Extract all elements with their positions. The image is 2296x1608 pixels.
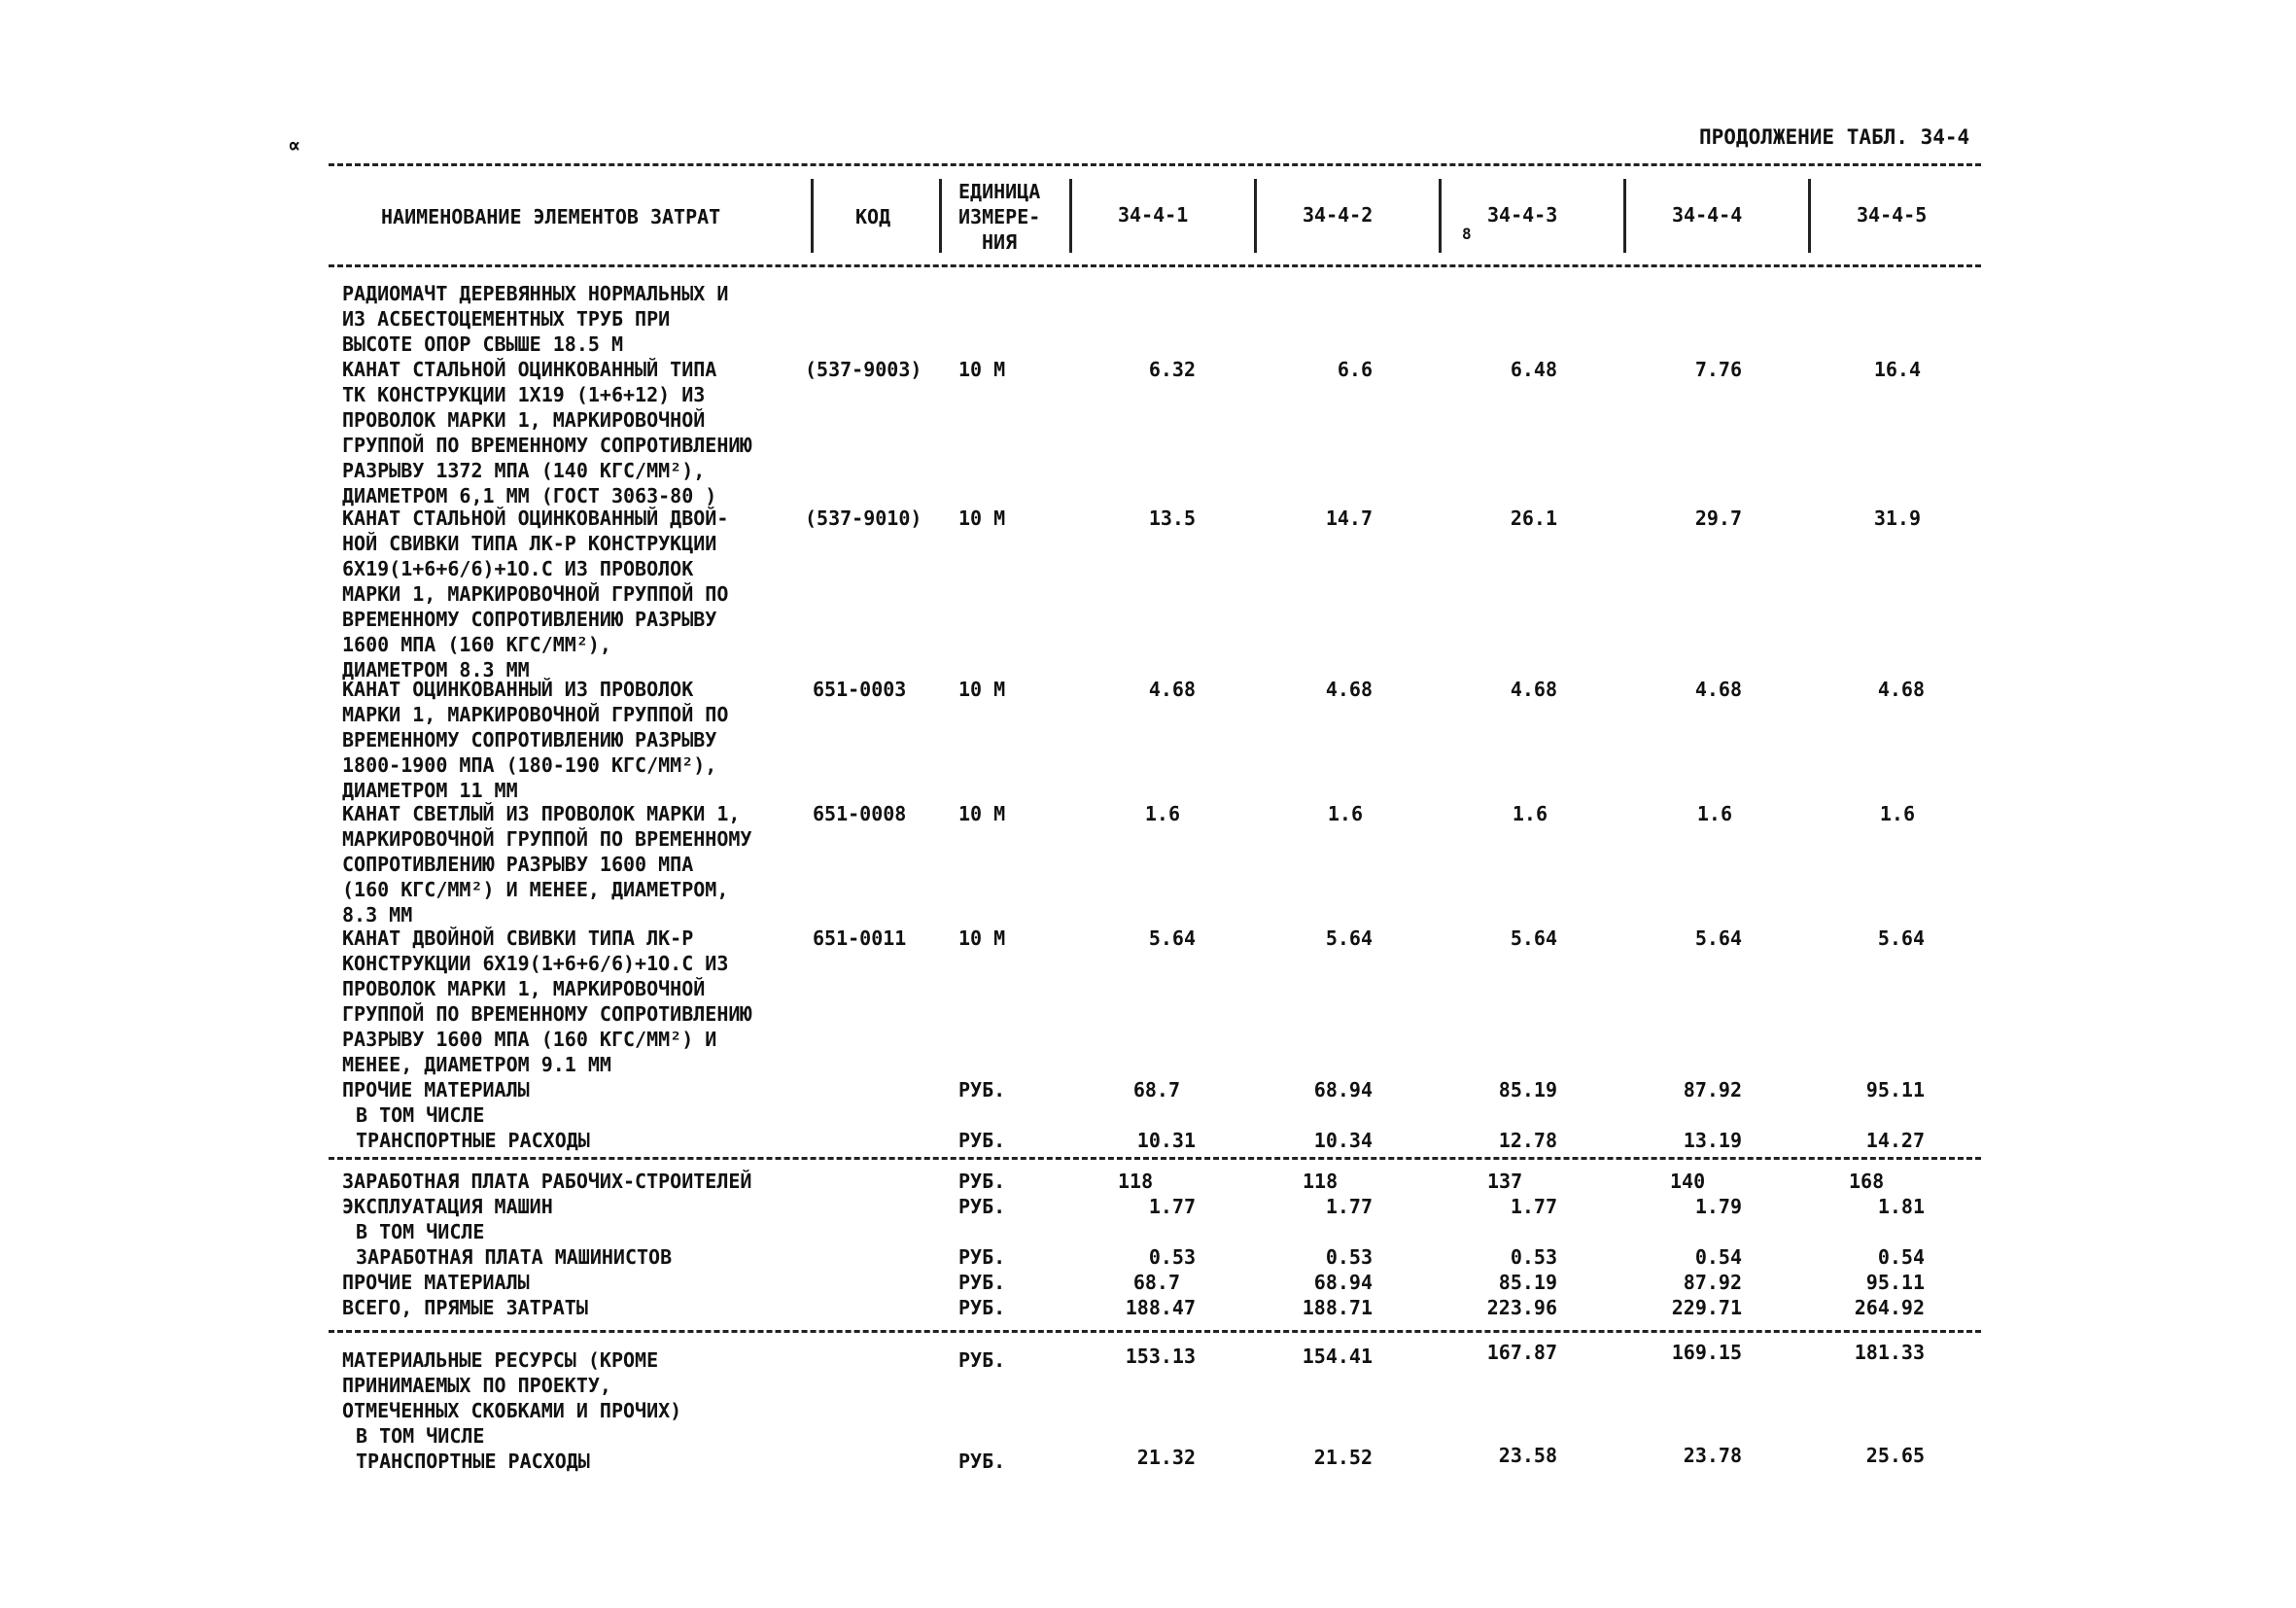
row-name: ЗАРАБОТНАЯ ПЛАТА РАБОЧИХ-СТРОИТЕЛЕЙ — [342, 1170, 752, 1193]
value-34-4-3: 0.53 — [1510, 1245, 1557, 1269]
including-label: В ТОМ ЧИСЛЕ — [356, 1220, 485, 1243]
row-unit: РУБ. — [958, 1271, 1006, 1294]
row-unit: РУБ. — [958, 1450, 1006, 1473]
row-unit: 10 М — [958, 358, 1006, 381]
header-col-5: 34-4-5 — [1857, 203, 1928, 227]
row-name: ЭКСПЛУАТАЦИЯ МАШИН — [342, 1195, 553, 1218]
continuation-label: ПРОДОЛЖЕНИЕ ТАБЛ. 34-4 — [1699, 125, 1970, 149]
value-34-4-5: 16.4 — [1873, 358, 1921, 381]
section-rule — [329, 1330, 1981, 1333]
value-34-4-4: 229.71 — [1671, 1296, 1742, 1319]
value-34-4-5: 1.81 — [1877, 1195, 1925, 1218]
row-name: ПРОЧИЕ МАТЕРИАЛЫ — [342, 1078, 530, 1101]
header-top-rule — [329, 163, 1981, 166]
value-34-4-4: 1.79 — [1694, 1195, 1742, 1218]
header-unit-1: ЕДИНИЦА — [958, 180, 1041, 203]
value-34-4-2: 1.77 — [1325, 1195, 1373, 1218]
value-34-4-1: 153.13 — [1125, 1345, 1196, 1368]
value-34-4-5: 95.11 — [1865, 1078, 1925, 1101]
row-name: ЗАРАБОТНАЯ ПЛАТА МАШИНИСТОВ — [356, 1245, 673, 1269]
value-34-4-1: 13.5 — [1148, 507, 1196, 530]
value-34-4-4: 4.68 — [1694, 678, 1742, 701]
value-34-4-2: 6.6 — [1337, 358, 1373, 381]
row-name-line: (160 КГС/ММ²) И МЕНЕЕ, ДИАМЕТРОМ, — [342, 878, 729, 901]
header-bottom-rule — [329, 264, 1981, 267]
row-name-line: ПРОВОЛОК МАРКИ 1, МАРКИРОВОЧНОЙ — [342, 408, 706, 432]
header-separator — [1439, 179, 1442, 253]
value-34-4-3: 5.64 — [1510, 926, 1557, 950]
header-col-3: 34-4-3 — [1487, 203, 1558, 227]
row-name: ТРАНСПОРТНЫЕ РАСХОДЫ — [356, 1129, 590, 1152]
row-name-line: РАЗРЫВУ 1372 МПА (140 КГС/ММ²), — [342, 459, 706, 482]
row-name-line: 1600 МПА (160 КГС/ММ²), — [342, 633, 611, 656]
row-name-line: ГРУППОЙ ПО ВРЕМЕННОМУ СОПРОТИВЛЕНИЮ — [342, 434, 752, 457]
row-name-line: КАНАТ ДВОЙНОЙ СВИВКИ ТИПА ЛК-Р — [342, 926, 694, 950]
section-intro-line: РАДИОМАЧТ ДЕРЕВЯННЫХ НОРМАЛЬНЫХ И — [342, 282, 729, 305]
row-name-line: СОПРОТИВЛЕНИЮ РАЗРЫВУ 1600 МПА — [342, 853, 694, 876]
value-34-4-4: 5.64 — [1694, 926, 1742, 950]
row-unit: 10 М — [958, 802, 1006, 825]
value-34-4-2: 68.94 — [1313, 1078, 1373, 1101]
value-34-4-3: 85.19 — [1498, 1078, 1557, 1101]
value-34-4-5: 264.92 — [1854, 1296, 1925, 1319]
value-34-4-1: 21.32 — [1136, 1446, 1196, 1469]
value-34-4-1: 6.32 — [1148, 358, 1196, 381]
row-name-line: 1800-1900 МПА (180-190 КГС/ММ²), — [342, 753, 717, 777]
including-label: В ТОМ ЧИСЛЕ — [356, 1103, 485, 1127]
including-label: В ТОМ ЧИСЛЕ — [356, 1424, 485, 1448]
value-34-4-2: 68.94 — [1313, 1271, 1373, 1294]
header-code: КОД — [855, 205, 891, 228]
value-34-4-5: 168 — [1849, 1170, 1885, 1193]
value-34-4-1: 118 — [1118, 1170, 1154, 1193]
value-34-4-4: 169.15 — [1671, 1341, 1742, 1364]
value-34-4-3: 12.78 — [1498, 1129, 1557, 1152]
page-mark: ∝ — [288, 134, 301, 158]
row-name: ВСЕГО, ПРЯМЫЕ ЗАТРАТЫ — [342, 1296, 588, 1319]
row-name-line: КОНСТРУКЦИИ 6Х19(1+6+6/6)+1О.С ИЗ — [342, 952, 729, 975]
row-name-line: МАРКИРОВОЧНОЙ ГРУППОЙ ПО ВРЕМЕННОМУ — [342, 827, 752, 851]
header-separator — [939, 179, 942, 253]
value-34-4-3: 23.58 — [1498, 1444, 1557, 1467]
row-name-line: ОТМЕЧЕННЫХ СКОБКАМИ И ПРОЧИХ) — [342, 1399, 682, 1422]
value-34-4-3: 85.19 — [1498, 1271, 1557, 1294]
value-34-4-5: 5.64 — [1877, 926, 1925, 950]
value-34-4-3: 4.68 — [1510, 678, 1557, 701]
row-unit: РУБ. — [958, 1296, 1006, 1319]
header-col-2: 34-4-2 — [1303, 203, 1374, 227]
section-intro-line: ИЗ АСБЕСТОЦЕМЕНТНЫХ ТРУБ ПРИ — [342, 307, 671, 331]
row-name-line: МАТЕРИАЛЬНЫЕ РЕСУРСЫ (КРОМЕ — [342, 1348, 659, 1372]
row-unit: 10 М — [958, 678, 1006, 701]
value-34-4-3: 137 — [1487, 1170, 1523, 1193]
header-separator — [1069, 179, 1072, 253]
value-34-4-3: 6.48 — [1510, 358, 1557, 381]
value-34-4-1: 68.7 — [1132, 1078, 1180, 1101]
value-34-4-5: 4.68 — [1877, 678, 1925, 701]
row-name-line: МАРКИ 1, МАРКИРОВОЧНОЙ ГРУППОЙ ПО — [342, 703, 729, 726]
row-name-line: КАНАТ СТАЛЬНОЙ ОЦИНКОВАННЫЙ ДВОЙ- — [342, 507, 729, 530]
row-name-line: ПРОВОЛОК МАРКИ 1, МАРКИРОВОЧНОЙ — [342, 977, 706, 1000]
row-name: ПРОЧИЕ МАТЕРИАЛЫ — [342, 1271, 530, 1294]
row-code: 651-0003 — [813, 678, 907, 701]
row-code: (537-9003) — [805, 358, 922, 381]
value-34-4-5: 31.9 — [1873, 507, 1921, 530]
value-34-4-1: 0.53 — [1148, 1245, 1196, 1269]
header-unit-3: НИЯ — [982, 230, 1018, 254]
value-34-4-1: 5.64 — [1148, 926, 1196, 950]
row-name-line: ТК КОНСТРУКЦИИ 1Х19 (1+6+12) ИЗ — [342, 383, 706, 406]
row-code: (537-9010) — [805, 507, 922, 530]
header-separator — [1623, 179, 1626, 253]
value-34-4-4: 140 — [1670, 1170, 1706, 1193]
value-34-4-4: 1.6 — [1696, 802, 1732, 825]
value-34-4-4: 13.19 — [1683, 1129, 1742, 1152]
value-34-4-3: 26.1 — [1510, 507, 1557, 530]
row-unit: РУБ. — [958, 1170, 1006, 1193]
value-34-4-2: 4.68 — [1325, 678, 1373, 701]
value-34-4-5: 25.65 — [1865, 1444, 1925, 1467]
value-34-4-4: 87.92 — [1683, 1271, 1742, 1294]
value-34-4-2: 154.41 — [1302, 1345, 1373, 1368]
value-34-4-2: 14.7 — [1325, 507, 1373, 530]
row-name-line: КАНАТ ОЦИНКОВАННЫЙ ИЗ ПРОВОЛОК — [342, 678, 694, 701]
value-34-4-2: 10.34 — [1313, 1129, 1373, 1152]
value-34-4-3: 167.87 — [1486, 1341, 1557, 1364]
row-name-line: МАРКИ 1, МАРКИРОВОЧНОЙ ГРУППОЙ ПО — [342, 582, 729, 606]
row-name-line: ГРУППОЙ ПО ВРЕМЕННОМУ СОПРОТИВЛЕНИЮ — [342, 1002, 752, 1026]
row-unit: РУБ. — [958, 1245, 1006, 1269]
row-unit: РУБ. — [958, 1129, 1006, 1152]
value-34-4-2: 188.71 — [1302, 1296, 1373, 1319]
value-34-4-1: 68.7 — [1132, 1271, 1180, 1294]
value-34-4-4: 29.7 — [1694, 507, 1742, 530]
value-34-4-5: 14.27 — [1865, 1129, 1925, 1152]
row-name-line: 6Х19(1+6+6/6)+1О.С ИЗ ПРОВОЛОК — [342, 557, 694, 580]
row-name-line: РАЗРЫВУ 1600 МПА (160 КГС/ММ²) И — [342, 1028, 717, 1051]
row-name-line: ВРЕМЕННОМУ СОПРОТИВЛЕНИЮ РАЗРЫВУ — [342, 728, 717, 752]
value-34-4-1: 188.47 — [1125, 1296, 1196, 1319]
header-unit-2: ИЗМЕРЕ- — [958, 205, 1041, 228]
row-unit: РУБ. — [958, 1078, 1006, 1101]
header-separator — [1254, 179, 1257, 253]
row-name-line: ПРИНИМАЕМЫХ ПО ПРОЕКТУ, — [342, 1374, 611, 1397]
row-name-line: МЕНЕЕ, ДИАМЕТРОМ 9.1 ММ — [342, 1053, 611, 1076]
value-34-4-2: 0.53 — [1325, 1245, 1373, 1269]
value-34-4-1: 1.6 — [1144, 802, 1180, 825]
section-intro-line: ВЫСОТЕ ОПОР СВЫШЕ 18.5 М — [342, 332, 623, 356]
value-34-4-1: 10.31 — [1136, 1129, 1196, 1152]
row-name: ТРАНСПОРТНЫЕ РАСХОДЫ — [356, 1450, 590, 1473]
value-34-4-2: 5.64 — [1325, 926, 1373, 950]
row-unit: 10 М — [958, 507, 1006, 530]
header-name: НАИМЕНОВАНИЕ ЭЛЕМЕНТОВ ЗАТРАТ — [381, 205, 721, 228]
value-34-4-3: 1.6 — [1512, 802, 1548, 825]
row-name-line: КАНАТ СТАЛЬНОЙ ОЦИНКОВАННЫЙ ТИПА — [342, 358, 717, 381]
value-34-4-2: 118 — [1303, 1170, 1339, 1193]
value-34-4-1: 4.68 — [1148, 678, 1196, 701]
header-col-4: 34-4-4 — [1672, 203, 1743, 227]
row-name-line: ДИАМЕТРОМ 11 ММ — [342, 779, 518, 802]
row-name-line: ДИАМЕТРОМ 6,1 ММ (ГОСТ 3063-80 ) — [342, 484, 717, 507]
value-34-4-5: 181.33 — [1854, 1341, 1925, 1364]
value-34-4-1: 1.77 — [1148, 1195, 1196, 1218]
value-34-4-4: 7.76 — [1694, 358, 1742, 381]
row-name-line: ДИАМЕТРОМ 8.3 ММ — [342, 658, 530, 682]
value-34-4-5: 1.6 — [1879, 802, 1915, 825]
value-34-4-2: 1.6 — [1327, 802, 1363, 825]
row-code: 651-0011 — [813, 926, 907, 950]
row-name-line: НОЙ СВИВКИ ТИПА ЛК-Р КОНСТРУКЦИИ — [342, 532, 717, 555]
row-unit: РУБ. — [958, 1195, 1006, 1218]
value-34-4-5: 0.54 — [1877, 1245, 1925, 1269]
value-34-4-2: 21.52 — [1313, 1446, 1373, 1469]
value-34-4-3: 1.77 — [1510, 1195, 1557, 1218]
row-name-line: ВРЕМЕННОМУ СОПРОТИВЛЕНИЮ РАЗРЫВУ — [342, 608, 717, 631]
value-34-4-4: 87.92 — [1683, 1078, 1742, 1101]
header-separator — [1808, 179, 1811, 253]
section-rule — [329, 1157, 1981, 1160]
row-code: 651-0008 — [813, 802, 907, 825]
row-unit: 10 М — [958, 926, 1006, 950]
row-name-line: КАНАТ СВЕТЛЫЙ ИЗ ПРОВОЛОК МАРКИ 1, — [342, 802, 741, 825]
value-34-4-4: 0.54 — [1694, 1245, 1742, 1269]
value-34-4-3: 223.96 — [1486, 1296, 1557, 1319]
value-34-4-4: 23.78 — [1683, 1444, 1742, 1467]
value-34-4-5: 95.11 — [1865, 1271, 1925, 1294]
row-name-line: 8.3 ММ — [342, 903, 413, 926]
header-col-1: 34-4-1 — [1118, 203, 1189, 227]
header-separator — [811, 179, 814, 253]
row-unit: РУБ. — [958, 1348, 1006, 1372]
stray-mark: 8 — [1462, 225, 1472, 243]
